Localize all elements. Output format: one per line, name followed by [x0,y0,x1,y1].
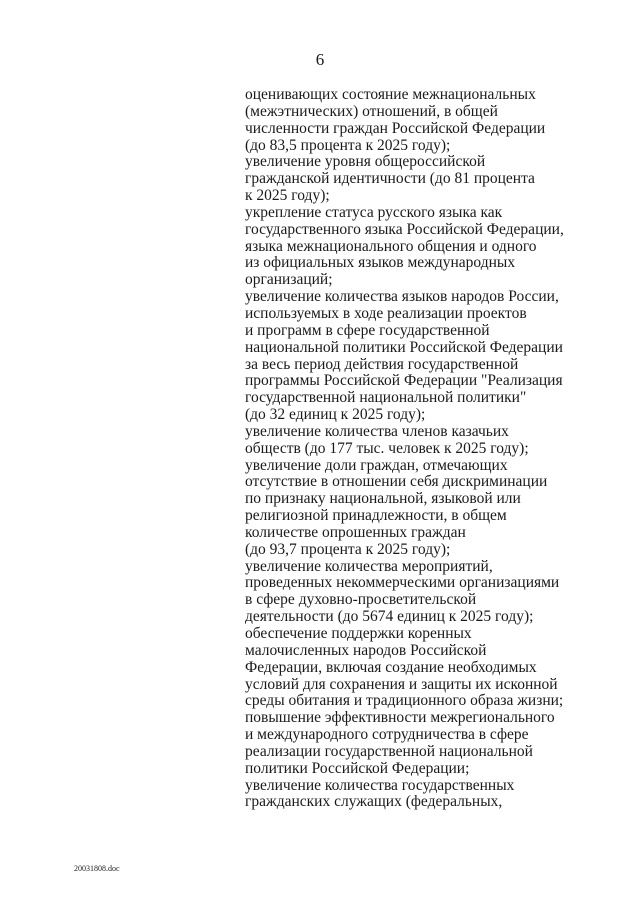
text-line: малочисленных народов Российской [245,641,487,659]
text-line: национальной политики Российской Федерации [245,338,563,356]
text-line: по признаку национальной, языковой или [245,490,521,508]
text-line: обеспечение поддержки коренных [245,625,472,642]
text-line: проведенных некоммерческими организациями [245,574,560,592]
text-line: увеличение количества языков народов России, [245,288,559,306]
text-line: увеличение количества государственных [245,776,515,794]
text-line: из официальных языков международных [245,254,516,272]
text-line: среды обитания и традиционного образа жизни; [245,692,564,710]
text-line: государственного языка Российской Федерации, [245,220,564,238]
text-line: количестве опрошенных граждан [245,523,466,541]
text-line: обществ (до 177 тыс. человек к 2025 году); [245,439,529,457]
text-line: отсутствие в отношении себя дискриминации [245,473,548,491]
text-line: политики Российской Федерации; [245,759,470,777]
text-line: увеличение уровня общероссийской [245,153,486,171]
text-line: Федерации, включая создание необходимых [245,658,537,676]
text-line: увеличение количества мероприятий, [245,557,493,575]
text-line: к 2025 году); [245,187,330,205]
text-line: гражданских служащих (федеральных, [245,793,503,811]
text-line: (до 32 единиц к 2025 году); [245,406,426,424]
text-line: увеличение доли граждан, отмечающих [245,456,508,474]
text-line: гражданской идентичности (до 81 процента [245,170,535,188]
document-body [245,87,625,811]
text-line: увеличение количества членов казачьих [245,422,509,440]
text-line: языка межнационального общения и одного [245,237,537,255]
text-line: численности граждан Российской Федерации [245,119,546,137]
text-line: оценивающих состояние межнациональных [245,86,536,103]
text-line: условий для сохранения и защиты их исконной [245,675,558,693]
text-line: (до 93,7 процента к 2025 году); [245,540,451,558]
text-line: и программ в сфере государственной [245,321,490,339]
text-line: используемых в ходе реализации проектов [245,304,527,322]
text-line: религиозной принадлежности, в общем [245,507,507,525]
footer-filename: 20031808.doc [74,864,120,873]
text-line: программы Российской Федерации "Реализация [245,372,563,390]
text-line: деятельности (до 5674 единиц к 2025 году); [245,608,534,626]
text-line: и международного сотрудничества в сфере [245,726,529,744]
text-line: за весь период действия государственной [245,355,519,373]
text-line: в сфере духовно-просветительской [245,591,477,609]
text-line: укрепление статуса русского языка как [245,203,503,221]
text-line: государственной национальной политики" [245,389,527,407]
text-line: организаций; [245,271,333,289]
text-line: реализации государственной национальной [245,742,533,760]
text-line: (межэтнических) отношений, в общей [245,102,498,120]
text-line: (до 83,5 процента к 2025 году); [245,136,451,154]
text-line: повышение эффективности межрегионального [245,709,555,727]
page-number: 6 [315,50,325,69]
